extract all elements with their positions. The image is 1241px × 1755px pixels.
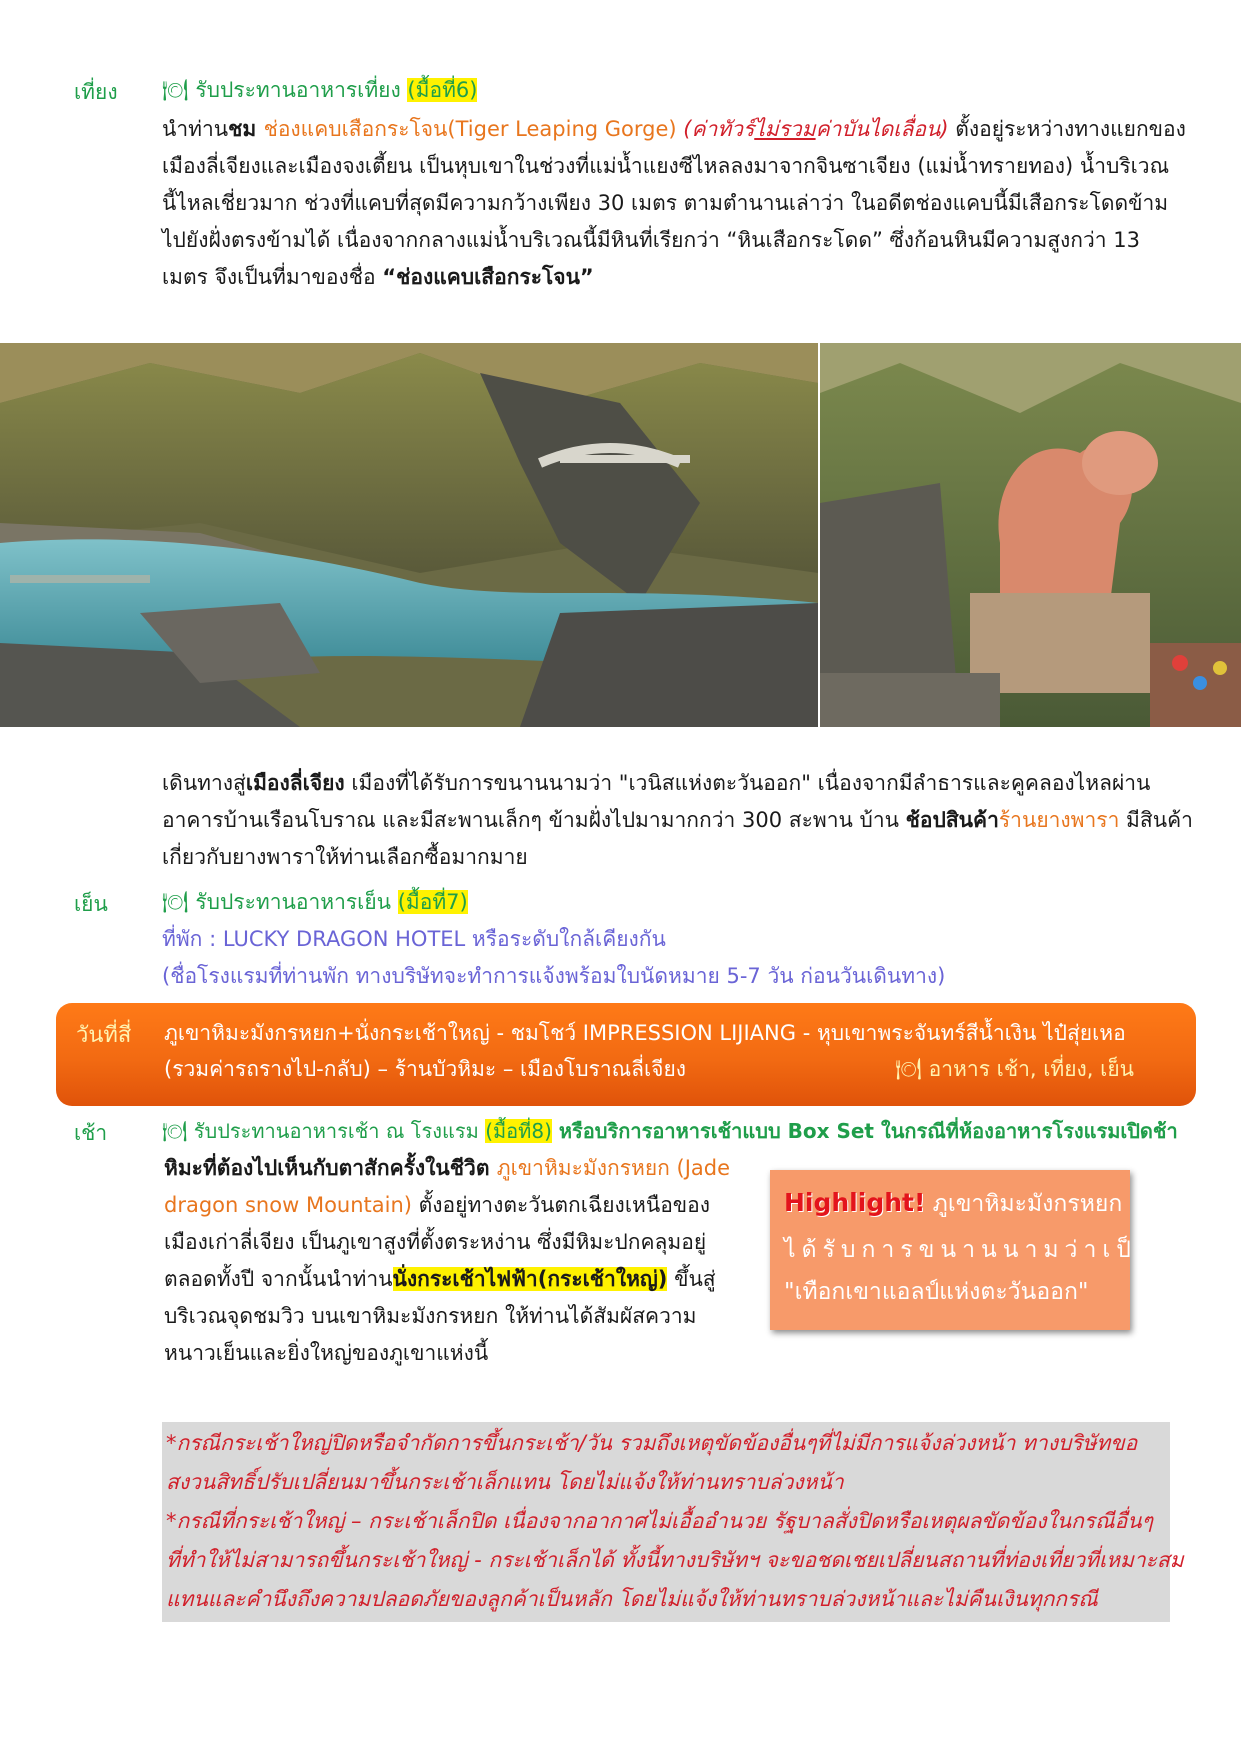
afternoon-line1 [162,765,1172,802]
text-span: “ช่องแคบเสือกระโจน” [382,265,594,289]
text-span: dragon snow Mountain) [164,1193,412,1217]
text-span: อาคารบ้านเรือนโบราณ และมีสะพานเล็กๆ ข้ามฝั่งไปมามากกว่า 300 สะพาน บ้าน [162,808,906,832]
tiger-statue-photo [820,343,1241,727]
text-span: เมืองที่ได้รับการขนานนามว่า "เวนิสแห่งตะวันออก" เนื่องจากมีลำธารและคูคลองไหลผ่าน [344,771,1151,795]
text-span: นั่งกระเช้าไฟฟ้า(กระเช้าใหญ่) [392,1267,668,1291]
day-title-line2: (รวมค่ารถรางไป-กลับ) – ร้านบัวหิมะ – เมืองโบราณลี่เจียง [164,1057,687,1081]
text-span: ภูเขาหิมะมังกรหยก [925,1191,1123,1217]
lunch-meal-no: (มื้อที่6) [407,78,478,102]
morning-line3: เมืองเก่าลี่เจียง เป็นภูเขาสูงที่ตั้งตระหง่าน ซึ่งมีหิมะปกคลุมอยู่ [164,1230,707,1254]
text-span: เดินทางสู่ [162,771,246,795]
lunch-p-line5 [162,259,1172,296]
text-span: ช้อปสินค้า [905,808,999,832]
morning-line4 [164,1261,744,1298]
day-meals [895,1053,1134,1086]
text-span: ร้านยางพารา [998,808,1120,832]
lunch-paragraph [162,111,1186,296]
note-line3: *กรณีที่กระเช้าใหญ่ – กระเช้าเล็กปิด เนื่องจากอากาศไม่เอื้ออำนวย รัฐบาลสั่งปิดหรือเหตุผลขัดข้องในกรณีอื่นๆ [166,1509,1153,1533]
text-span: ตลอดทั้งปี จากนั้นนำท่าน [164,1267,393,1291]
text-span: ภูเขาหิมะมังกรหยก (Jade [496,1156,731,1180]
note-line1: *กรณีกระเช้าใหญ่ปิดหรือจำกัดการขึ้นกระเช้า/วัน รวมถึงเหตุขัดข้องอื่นๆที่ไม่มีการแจ้งล่วงหน้า ทางบริษัทขอ [166,1431,1138,1455]
dinner-label: เย็น [74,892,108,916]
note-line5: แทนและคำนึงถึงความปลอดภัยของลูกค้าเป็นหลัก โดยไม่แจ้งให้ท่านทราบล่วงหน้าและไม่คืนเงินทุกกรณี [166,1587,1098,1611]
gorge-photo [0,343,818,727]
tiger-gorge-name: ช่องแคบเสือกระโจน(Tiger Leaping Gorge) [263,117,684,141]
morning-line6: หนาวเย็นและยิ่งใหญ่ของภูเขาแห่งนี้ [164,1341,489,1365]
text-span: หิมะที่ต้องไปเห็นกับตาสักครั้งในชีวิต [164,1156,497,1180]
text-span: ตั้งอยู่ระหว่างทางแยกของ [948,117,1186,141]
text-span: ไม่รวม [754,117,816,141]
plate-icon: 🍽 [162,78,189,102]
morning-line5: บริเวณจุดชมวิว บนเขาหิมะมังกรหยก ให้ท่านได้สัมผัสความ [164,1304,697,1328]
note-line4: ที่ทำให้ไม่สามารถขึ้นกระเช้าใหญ่ - กระเช้าเล็กได้ ทั้งนี้ทางบริษัทฯ จะขอชดเชยเปลี่ยนสถานที่ท่องเที่ยวที่เหมาะสม [166,1548,1184,1572]
dinner-meal-text: รับประทานอาหารเย็น [195,890,398,914]
plate-icon: 🍽 [162,1119,188,1143]
lunch-meal-line [162,72,477,109]
afternoon-line3: เกี่ยวกับยางพาราให้ท่านเลือกซื้อมากมาย [162,845,528,869]
text-span: ขึ้นสู่ [667,1267,716,1291]
lunch-p-line4: ไปยังฝั่งตรงข้ามได้ เนื่องจากกลางแม่น้ำบริเวณนี้มีหินที่เรียกว่า “หินเสือกระโดด” ซึ่งก้อนหินมีความสูงกว่า 13 [162,228,1140,252]
morning-label: เช้า [74,1121,108,1145]
afternoon-line2 [162,802,1193,839]
morning-meal-text: รับประทานอาหารเช้า ณ โรงแรม [193,1119,486,1143]
highlight-head: Highlight! [784,1188,926,1217]
plate-icon: 🍽 [895,1057,929,1081]
highlight-box [770,1170,1159,1330]
lunch-meal-text: รับประทานอาหารเที่ยง [195,78,408,102]
morning-line2 [164,1187,744,1224]
text-span: เมืองลี่เจียง [245,771,345,795]
day-meals-text: อาหาร เช้า, เที่ยง, เย็น [928,1057,1134,1081]
morning-meal-line [162,1113,1178,1150]
text-span: ตั้งอยู่ทางตะวันตกเฉียงเหนือของ [411,1193,711,1217]
text-span: เมตร จึงเป็นที่มาของชื่อ [162,265,383,289]
day-banner [56,1003,1196,1106]
lunch-p-line1 [162,111,1186,148]
day-title-line1: ภูเขาหิมะมังกรหยก+นั่งกระเช้าใหญ่ - ชมโชว์ IMPRESSION LIJIANG - หุบเขาพระจันทร์สีน้ำเงิน ไป๋สุ่ยเหอ [164,1021,1126,1045]
note-line2: สงวนสิทธิ์ปรับเปลี่ยนมาขึ้นกระเช้าเล็กแทน โดยไม่แจ้งให้ท่านทราบล่วงหน้า [166,1470,844,1494]
highlight-line1 [784,1186,1122,1222]
hotel-line: ที่พัก : LUCKY DRAGON HOTEL หรือระดับใกล้เคียงกัน [162,927,666,951]
plate-icon: 🍽 [162,890,189,914]
morning-paragraph [164,1150,744,1372]
morning-line1 [164,1150,744,1187]
text-span: ชม [228,117,264,141]
highlight-line2: ได้รับการขนานนามว่าเป็น [784,1237,1159,1263]
box-set-text: หรือบริการอาหารเช้าแบบ Box Set ในกรณีที่ห้องอาหารโรงแรมเปิดช้า [551,1119,1178,1143]
dinner-meal-line [162,884,468,921]
text-span: (ค่าทัวร์ [683,117,755,141]
text-span: นำท่าน [162,117,229,141]
text-span: ค่าบันไดเลื่อน) [815,117,949,141]
lunch-p-line3: นี้ไหลเชี่ยวมาก ช่วงที่แคบที่สุดมีความกว้างเพียง 30 เมตร ตามตำนานเล่าว่า ในอดีตช่องแคบนี้มีเสือกระโดดข้าม [162,191,1169,215]
lunch-p-line2: เมืองลี่เจียงและเมืองจงเตี้ยน เป็นหุบเขาในช่วงที่แม่น้ำแยงซีไหลลงมาจากจินซาเจียง (แม่น้ำทรายทอง) น้ำบริเวณ [162,154,1170,178]
day-label: วันที่สี่ [76,1023,132,1048]
note-box [162,1422,1184,1622]
lunch-label: เที่ยง [74,80,118,104]
highlight-line3: "เทือกเขาแอลป์แห่งตะวันออก" [784,1279,1089,1305]
hotel-note-line: (ชื่อโรงแรมที่ท่านพัก ทางบริษัทจะทำการแจ้งพร้อมใบนัดหมาย 5-7 วัน ก่อนวันเดินทาง) [162,964,946,988]
morning-meal-no: (มื้อที่8) [485,1119,552,1143]
afternoon-paragraph [162,765,1193,876]
dinner-meal-no: (มื้อที่7) [397,890,468,914]
text-span: มีสินค้า [1119,808,1193,832]
